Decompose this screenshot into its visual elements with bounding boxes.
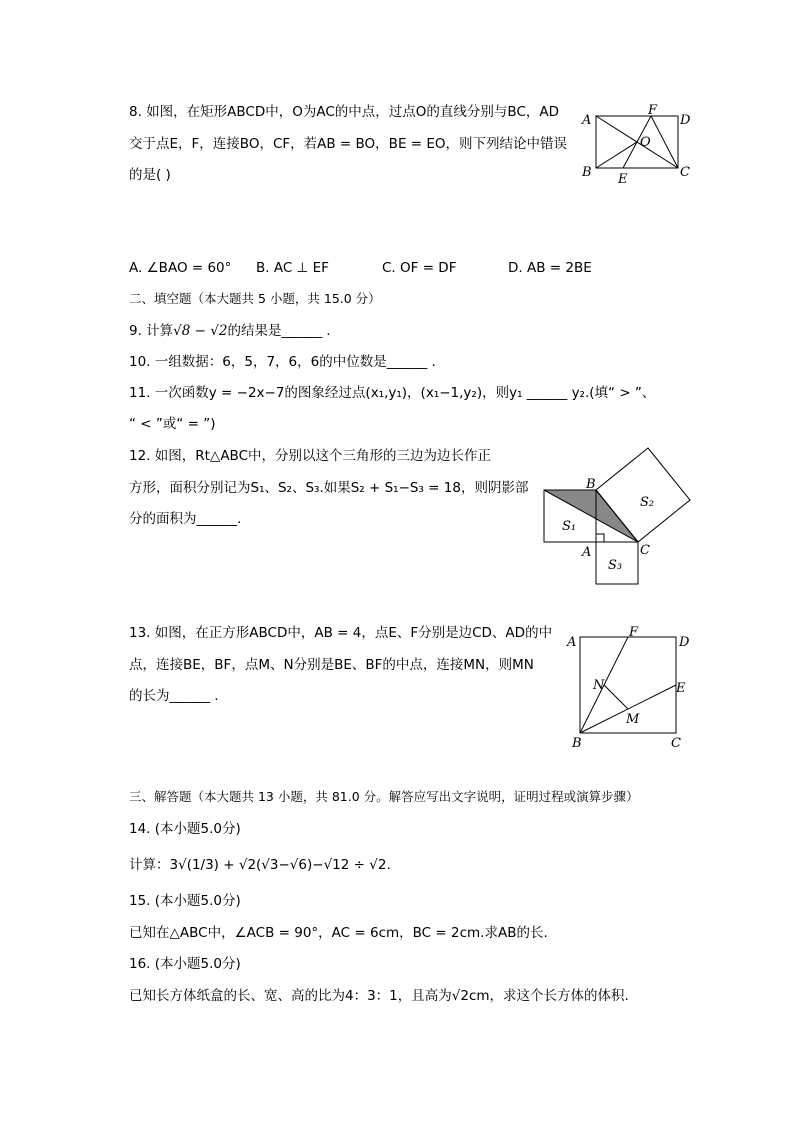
q9-suffix: 的结果是______ . [227,323,331,339]
label-n: N [593,678,605,693]
q8-text-line2: 交于点E，F，连接BO，CF，若AB = BO，BE = EO，则下列结论中错误 [129,136,568,152]
q12-figure [540,448,695,583]
q12-text-line1: 12. 如图，Rt△ABC中，分别以这个三角形的三边为边长作正 [129,448,492,464]
q12-text-line3: 分的面积为______. [129,511,242,527]
q13-figure [565,626,695,751]
q8-text-line3: 的是( ) [129,167,171,183]
label-f: F [629,625,639,640]
label-e: E [676,681,686,696]
label-a: A [582,113,592,128]
q8-option-c: C. OF = DF [382,260,457,276]
q11-text-line1: 11. 一次函数y = −2x−7的图象经过点(x₁,y₁)，(x₁−1,y₂)，则y₁ ______ y₂.(填“ > ”、 [129,385,656,401]
q10-text: 10. 一组数据：6，5，7，6，6的中位数是______ . [129,354,436,370]
q9-text [129,321,331,341]
shaded-region [544,490,638,542]
q13-text-line2: 点，连接BE，BF，点M、N分别是BE、BF的中点，连接MN，则MN [129,657,534,673]
q16-title: 16. (本小题5.0分) [129,956,241,972]
segment-cf [651,116,678,168]
label-a: A [567,635,577,650]
q15-body: 已知在△ABC中，∠ACB = 90°，AC = 6cm，BC = 2cm.求AB的长. [129,925,548,941]
q8-text-line1: 8. 如图，在矩形ABCD中，O为AC的中点，过点O的直线分别与BC，AD [129,104,560,120]
q8-option-b: B. AC ⊥ EF [256,260,329,276]
label-o: O [640,135,651,150]
q9-prefix: 9. 计算 [129,323,174,339]
label-c: C [640,543,650,558]
label-c: C [671,736,681,751]
q13-text-line3: 的长为______ . [129,688,219,704]
label-e: E [618,172,628,187]
label-a: A [582,545,592,560]
q8-option-d: D. AB = 2BE [508,260,592,276]
q13-text-line1: 13. 如图，在正方形ABCD中，AB = 4，点E、F分别是边CD、AD的中 [129,625,553,641]
right-angle-mark [596,534,604,542]
label-s3: S₃ [608,558,623,573]
label-b: B [582,165,592,180]
segment-mn [604,685,628,709]
q8-option-a: A. ∠BAO = 60° [129,260,232,276]
q14-title: 14. (本小题5.0分) [129,821,241,837]
q16-body: 已知长方体纸盒的长、宽、高的比为4：3：1，且高为√2cm，求这个长方体的体积. [129,988,629,1004]
section-2-heading: 二、填空题（本大题共 5 小题，共 15.0 分） [129,291,381,306]
segment-bo [596,142,637,168]
label-m: M [626,712,640,727]
q12-text-line2: 方形，面积分别记为S₁、S₂、S₃.如果S₂ + S₁−S₃ = 18，则阴影部 [129,480,529,496]
label-b: B [572,736,582,751]
label-s1: S₁ [562,519,577,534]
q15-title: 15. (本小题5.0分) [129,893,241,909]
label-c: C [680,165,690,180]
label-d: D [680,113,691,128]
q8-figure [578,103,698,187]
label-s2: S₂ [640,495,655,510]
label-b: B [586,477,596,492]
label-d: D [679,635,690,650]
label-f: F [648,103,658,118]
q9-expression: √8 − √2 [173,323,228,339]
q14-body: 计算：3√(1/3) + √2(√3−√6)−√12 ÷ √2. [129,857,391,873]
q11-text-line2: “ < ”或“ = ”) [129,416,216,432]
section-3-heading: 三、解答题（本大题共 13 小题，共 81.0 分。解答应写出文字说明，证明过程或演算步骤） [129,789,639,804]
